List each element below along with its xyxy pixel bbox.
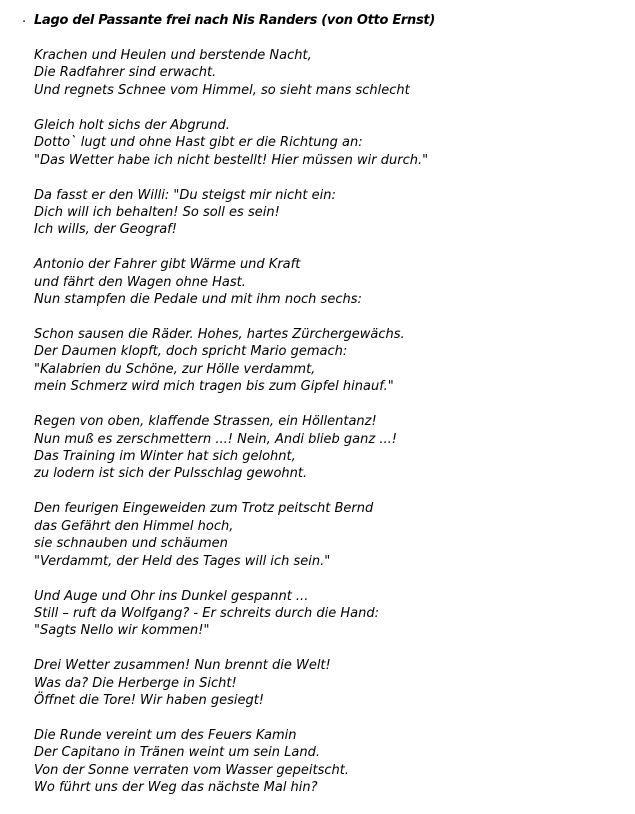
- poem-line: Regen von oben, klaffende Strassen, ein Höllentanz!: [34, 414, 377, 430]
- stanza: [34, 588, 624, 640]
- stanza: [34, 657, 624, 709]
- poem-line: Still – ruft da Wolfgang? - Er schreits durch die Hand:: [34, 605, 380, 621]
- poem-line: Und regnets Schnee vom Himmel, so sieht mans schlecht: [34, 82, 410, 98]
- stanza: [34, 256, 624, 308]
- poem-line: Krachen und Heulen und berstende Nacht,: [34, 48, 312, 63]
- poem-line: Ich wills, der Geograf!: [34, 222, 177, 238]
- poem-line: Und Auge und Ohr ins Dunkel gespannt ...: [34, 588, 309, 604]
- stanza: [34, 500, 624, 570]
- poem-line: Der Daumen klopft, doch spricht Mario gemach:: [34, 344, 348, 360]
- stanza: [34, 117, 624, 169]
- poem-line: Nun stampfen die Pedale und mit ihm noch sechs:: [34, 292, 362, 308]
- poem-line: Antonio der Fahrer gibt Wärme und Kraft: [34, 257, 301, 273]
- stanza: [34, 413, 624, 483]
- poem-body: [34, 47, 624, 814]
- poem-line: "Kalabrien du Schöne, zur Hölle verdammt,: [34, 361, 316, 377]
- bullet-marker: ·: [22, 15, 27, 30]
- poem-line: "Das Wetter habe ich nicht bestellt! Hier müssen wir durch.": [34, 152, 429, 168]
- stanza: [34, 47, 624, 99]
- poem-line: sie schnauben und schäumen: [34, 536, 228, 552]
- poem-line: Wo führt uns der Weg das nächste Mal hin?: [34, 780, 318, 796]
- poem-line: Was da? Die Herberge in Sicht!: [34, 675, 237, 691]
- poem-line: Da fasst er den Willi: "Du steigst mir nicht ein:: [34, 187, 336, 203]
- poem-line: zu lodern ist sich der Pulsschlag gewohnt.: [34, 466, 308, 482]
- stanza: [34, 727, 624, 797]
- poem-line: Die Radfahrer sind erwacht.: [34, 65, 217, 81]
- poem-line: Gleich holt sichs der Abgrund.: [34, 117, 230, 133]
- poem-line: Öffnet die Tore! Wir haben gesiegt!: [34, 693, 265, 709]
- poem-line: Der Capitano in Tränen weint um sein Land.: [34, 745, 320, 761]
- poem-line: "Sagts Nello wir kommen!": [34, 623, 210, 639]
- poem-line: Schon sausen die Räder. Hohes, hartes Zürchergewächs.: [34, 327, 405, 343]
- stanza: [34, 187, 624, 239]
- poem-line: Nun muß es zerschmettern ...! Nein, Andi blieb ganz ...!: [34, 431, 397, 447]
- poem-line: Dich will ich behalten! So soll es sein!: [34, 204, 280, 220]
- poem-title: Lago del Passante frei nach Nis Randers (von Otto Ernst): [34, 13, 435, 28]
- poem-line: und fährt den Wagen ohne Hast.: [34, 274, 246, 290]
- poem-line: Drei Wetter zusammen! Nun brennt die Welt!: [34, 658, 331, 674]
- poem-line: "Verdammt, der Held des Tages will ich sein.": [34, 553, 331, 569]
- poem-line: Dotto` lugt und ohne Hast gibt er die Richtung an:: [34, 135, 363, 151]
- stanza: [34, 326, 624, 396]
- poem-line: Den feurigen Eingeweiden zum Trotz peitscht Bernd: [34, 501, 374, 517]
- poem-line: Das Training im Winter hat sich gelohnt,: [34, 449, 296, 464]
- poem-line: Von der Sonne verraten vom Wasser gepeitscht.: [34, 762, 349, 778]
- poem-line: das Gefährt den Himmel hoch,: [34, 518, 234, 534]
- poem-line: mein Schmerz wird mich tragen bis zum Gipfel hinauf.": [34, 379, 394, 395]
- poem-line: Die Runde vereint um des Feuers Kamin: [34, 728, 297, 744]
